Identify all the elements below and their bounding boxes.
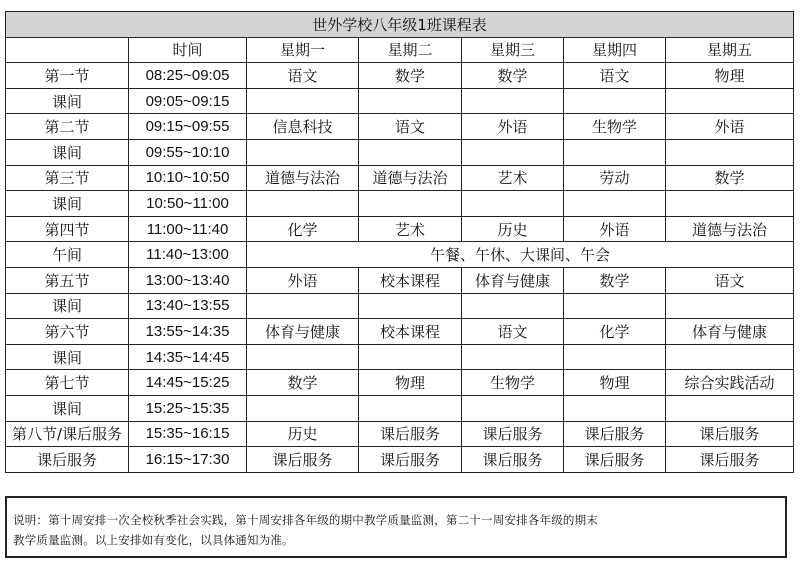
subject-cell: 信息科技	[247, 114, 359, 140]
subject-cell: 课后服务	[247, 447, 359, 473]
subject-cell	[462, 191, 564, 217]
schedule-row	[6, 319, 794, 345]
schedule-row	[6, 242, 794, 268]
subject-cell: 艺术	[359, 216, 462, 242]
subject-cell: 道德与法治	[666, 216, 794, 242]
subject-cell	[359, 293, 462, 319]
subject-cell: 语文	[666, 267, 794, 293]
schedule-row	[6, 88, 794, 114]
subject-cell: 生物学	[462, 370, 564, 396]
schedule-row	[6, 344, 794, 370]
period-label: 课间	[6, 344, 129, 370]
schedule-row	[6, 370, 794, 396]
period-label: 第五节	[6, 267, 129, 293]
subject-cell	[359, 395, 462, 421]
time-range: 09:05~09:15	[129, 88, 247, 114]
subject-cell: 体育与健康	[247, 319, 359, 345]
subject-cell	[666, 293, 794, 319]
time-range: 13:55~14:35	[129, 319, 247, 345]
subject-cell	[359, 139, 462, 165]
subject-cell	[462, 293, 564, 319]
period-label: 课间	[6, 293, 129, 319]
period-label: 第三节	[6, 165, 129, 191]
subject-cell	[359, 191, 462, 217]
subject-cell	[564, 88, 666, 114]
period-label: 第八节/课后服务	[6, 421, 129, 447]
subject-cell	[666, 88, 794, 114]
subject-cell: 课后服务	[666, 447, 794, 473]
period-label: 课间	[6, 88, 129, 114]
subject-cell	[564, 139, 666, 165]
subject-cell: 数学	[564, 267, 666, 293]
subject-cell	[564, 191, 666, 217]
period-label: 课间	[6, 139, 129, 165]
subject-cell: 物理	[564, 370, 666, 396]
subject-cell: 语文	[462, 319, 564, 345]
subject-cell	[247, 88, 359, 114]
period-label: 第一节	[6, 63, 129, 89]
time-range: 10:10~10:50	[129, 165, 247, 191]
subject-cell: 课后服务	[462, 421, 564, 447]
schedule-row	[6, 447, 794, 473]
schedule-row	[6, 165, 794, 191]
subject-cell: 道德与法治	[247, 165, 359, 191]
subject-cell: 外语	[666, 114, 794, 140]
period-label: 第四节	[6, 216, 129, 242]
subject-cell	[462, 139, 564, 165]
time-range: 13:40~13:55	[129, 293, 247, 319]
schedule-row	[6, 395, 794, 421]
time-range: 08:25~09:05	[129, 63, 247, 89]
table-title: 世外学校八年级1班课程表	[6, 12, 794, 38]
header-row	[6, 37, 794, 63]
schedule-row	[6, 63, 794, 89]
subject-cell	[359, 88, 462, 114]
subject-cell	[666, 139, 794, 165]
time-range: 15:25~15:35	[129, 395, 247, 421]
subject-cell: 数学	[462, 63, 564, 89]
subject-cell	[666, 395, 794, 421]
schedule-row	[6, 293, 794, 319]
subject-cell: 校本课程	[359, 267, 462, 293]
subject-cell: 数学	[359, 63, 462, 89]
subject-cell: 课后服务	[564, 447, 666, 473]
schedule-row	[6, 216, 794, 242]
header-cell-time: 时间	[129, 37, 247, 63]
subject-cell: 校本课程	[359, 319, 462, 345]
subject-cell: 课后服务	[564, 421, 666, 447]
subject-cell	[247, 191, 359, 217]
subject-cell	[462, 344, 564, 370]
subject-cell: 生物学	[564, 114, 666, 140]
subject-cell	[462, 88, 564, 114]
header-cell-thursday: 星期四	[564, 37, 666, 63]
subject-cell: 课后服务	[462, 447, 564, 473]
schedule-row	[6, 421, 794, 447]
subject-cell: 语文	[564, 63, 666, 89]
subject-cell: 化学	[247, 216, 359, 242]
subject-cell: 语文	[359, 114, 462, 140]
header-cell-tuesday: 星期二	[359, 37, 462, 63]
subject-cell	[247, 344, 359, 370]
subject-cell	[359, 344, 462, 370]
subject-cell: 体育与健康	[666, 319, 794, 345]
time-range: 16:15~17:30	[129, 447, 247, 473]
time-range: 10:50~11:00	[129, 191, 247, 217]
subject-cell	[462, 395, 564, 421]
time-range: 11:00~11:40	[129, 216, 247, 242]
period-label: 第二节	[6, 114, 129, 140]
period-label: 课间	[6, 191, 129, 217]
header-cell-blank	[6, 37, 129, 63]
title-row	[6, 12, 794, 38]
subject-cell: 道德与法治	[359, 165, 462, 191]
period-label: 第六节	[6, 319, 129, 345]
subject-cell	[666, 191, 794, 217]
subject-cell: 数学	[666, 165, 794, 191]
subject-cell: 外语	[462, 114, 564, 140]
period-label: 课后服务	[6, 447, 129, 473]
time-range: 14:45~15:25	[129, 370, 247, 396]
subject-cell: 化学	[564, 319, 666, 345]
header-cell-wednesday: 星期三	[462, 37, 564, 63]
subject-cell	[564, 293, 666, 319]
schedule-row	[6, 191, 794, 217]
schedule-table	[5, 11, 794, 473]
schedule-row	[6, 114, 794, 140]
time-range: 13:00~13:40	[129, 267, 247, 293]
subject-cell: 课后服务	[359, 447, 462, 473]
subject-cell	[247, 395, 359, 421]
period-label: 午间	[6, 242, 129, 268]
subject-cell: 劳动	[564, 165, 666, 191]
period-label: 课间	[6, 395, 129, 421]
subject-cell: 历史	[247, 421, 359, 447]
subject-cell	[247, 293, 359, 319]
subject-cell: 课后服务	[359, 421, 462, 447]
subject-cell: 语文	[247, 63, 359, 89]
merged-activity-cell: 午餐、午休、大课间、午会	[247, 242, 794, 268]
time-range: 09:15~09:55	[129, 114, 247, 140]
time-range: 15:35~16:15	[129, 421, 247, 447]
subject-cell	[564, 344, 666, 370]
header-cell-friday: 星期五	[666, 37, 794, 63]
subject-cell	[247, 139, 359, 165]
subject-cell: 物理	[359, 370, 462, 396]
schedule-row	[6, 267, 794, 293]
time-range: 09:55~10:10	[129, 139, 247, 165]
note-line-2: 教学质量监测。以上安排如有变化，以具体通知为准。	[13, 533, 294, 547]
header-cell-monday: 星期一	[247, 37, 359, 63]
subject-cell: 艺术	[462, 165, 564, 191]
subject-cell: 综合实践活动	[666, 370, 794, 396]
subject-cell	[564, 395, 666, 421]
subject-cell: 体育与健康	[462, 267, 564, 293]
subject-cell	[666, 344, 794, 370]
notes-box	[5, 496, 787, 558]
period-label: 第七节	[6, 370, 129, 396]
note-line-1: 说明：第十周安排一次全校秋季社会实践，第十周安排各年级的期中教学质量监测，第二十一周安排各年级的期末	[13, 513, 598, 527]
time-range: 11:40~13:00	[129, 242, 247, 268]
subject-cell: 外语	[564, 216, 666, 242]
time-range: 14:35~14:45	[129, 344, 247, 370]
subject-cell: 物理	[666, 63, 794, 89]
schedule-row	[6, 139, 794, 165]
subject-cell: 数学	[247, 370, 359, 396]
subject-cell: 外语	[247, 267, 359, 293]
subject-cell: 课后服务	[666, 421, 794, 447]
subject-cell: 历史	[462, 216, 564, 242]
